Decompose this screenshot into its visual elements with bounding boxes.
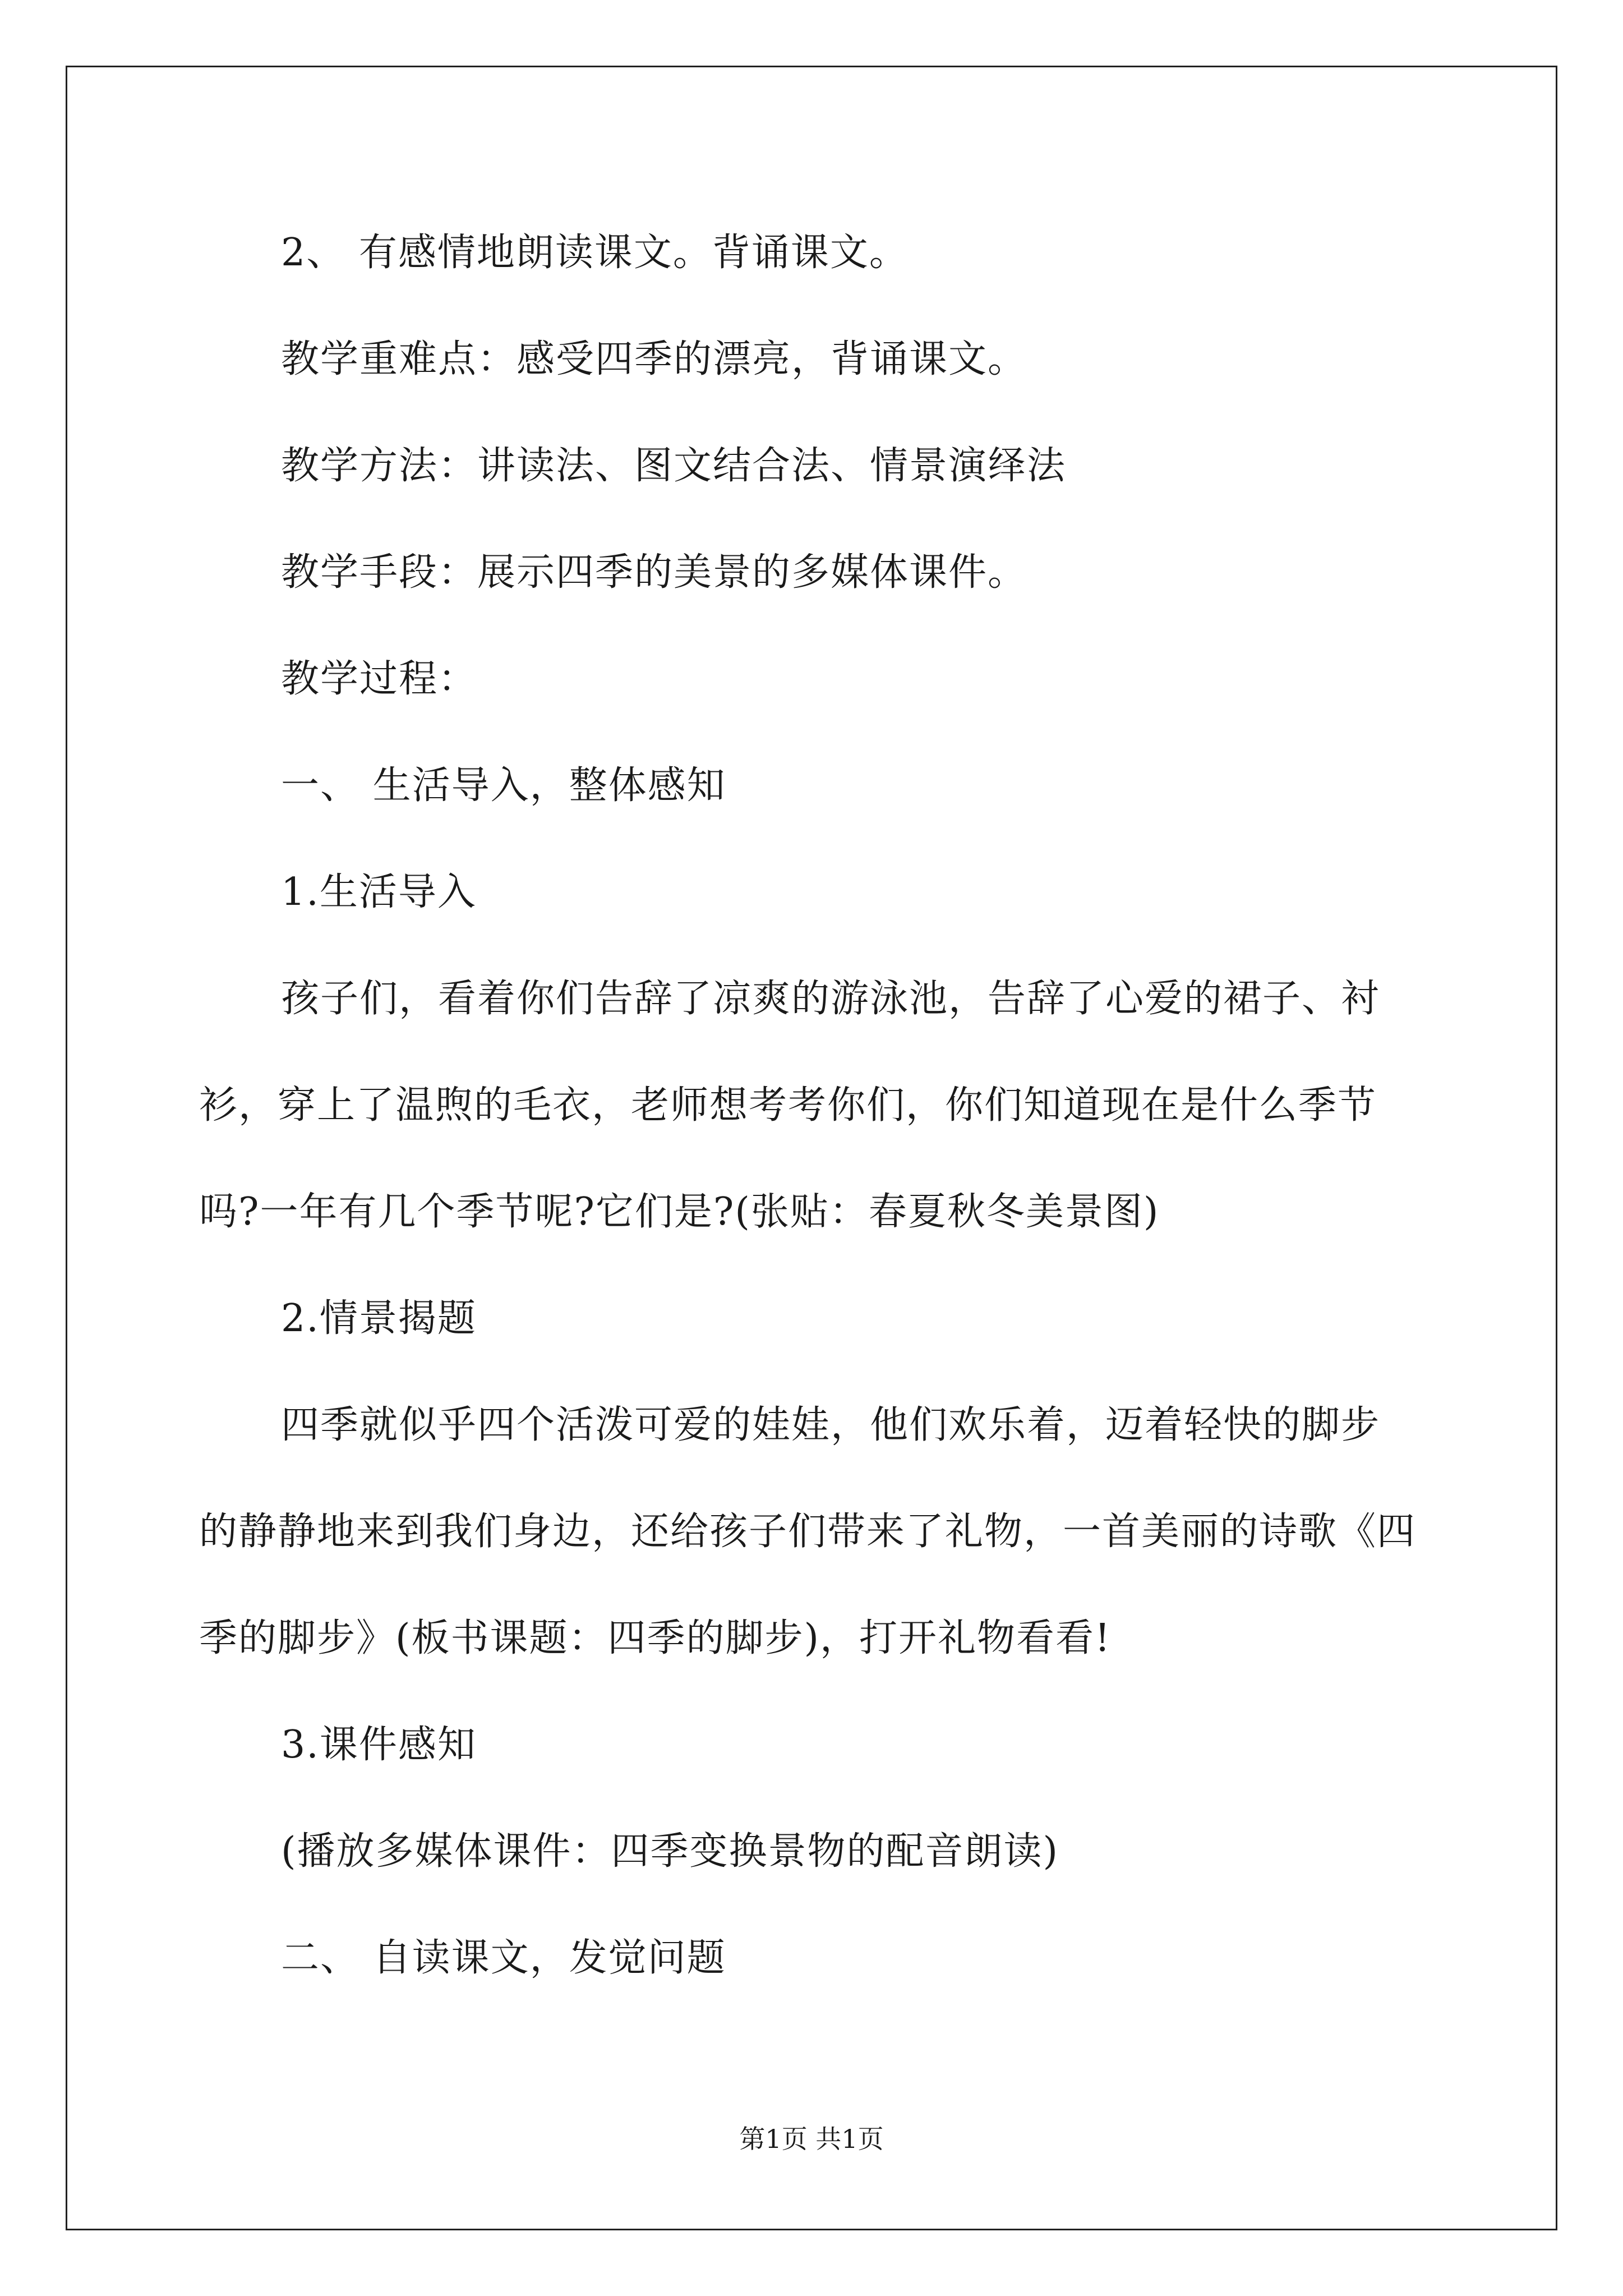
text-line: 吗?一年有几个季节呢?它们是?(张贴：春夏秋冬美景图): [199, 1190, 1160, 1234]
text-line: 孩子们，看着你们告辞了凉爽的游泳池，告辞了心爱的裙子、衬: [281, 977, 1381, 1021]
text-line: 2、 有感情地朗读课文。背诵课文。: [281, 231, 909, 275]
text-line: 四季就似乎四个活泼可爱的娃娃，他们欢乐着，迈着轻快的脚步: [281, 1403, 1381, 1447]
subsection-heading: 2.情景揭题: [281, 1296, 477, 1341]
page-border: [66, 66, 1557, 2230]
text-line: 季的脚步》(板书课题：四季的脚步)，打开礼物看看!: [199, 1616, 1112, 1660]
text-line: 的静静地来到我们身边，还给孩子们带来了礼物，一首美丽的诗歌《四: [199, 1510, 1417, 1554]
text-line: 教学手段：展示四季的美景的多媒体课件。: [281, 550, 1027, 595]
text-line: (播放多媒体课件：四季变换景物的配音朗读): [281, 1829, 1059, 1874]
subsection-heading: 1.生活导入: [281, 870, 477, 914]
subsection-heading: 3.课件感知: [281, 1723, 477, 1767]
text-line: 衫，穿上了温煦的毛衣，老师想考考你们，你们知道现在是什么季节: [199, 1083, 1377, 1128]
text-line: 教学方法：讲读法、图文结合法、情景演绎法: [281, 444, 1067, 488]
text-line: 教学过程：: [281, 657, 478, 701]
section-heading: 二、 自读课文，发觉问题: [281, 1936, 726, 1980]
section-heading: 一、 生活导入，整体感知: [281, 763, 726, 808]
page-footer: 第1页 共1页: [739, 2124, 884, 2154]
text-line: 教学重难点：感受四季的漂亮，背诵课文。: [281, 337, 1027, 381]
